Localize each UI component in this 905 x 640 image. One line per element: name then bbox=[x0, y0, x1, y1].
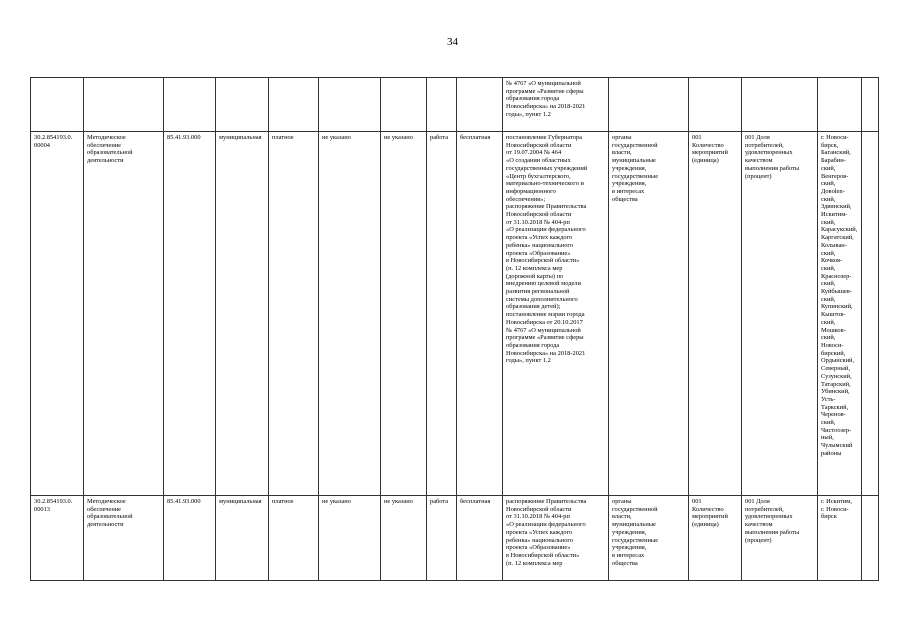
cell-text: 85.41.93.000 bbox=[167, 498, 201, 505]
cell-text: работа bbox=[430, 134, 449, 141]
service-name-cell bbox=[84, 132, 164, 496]
volume-indicator-cell bbox=[689, 132, 742, 496]
cell-text: 001 Количество мероприятий (единица) bbox=[692, 498, 728, 529]
cell-text: платное bbox=[272, 498, 294, 505]
consumers-cell bbox=[609, 78, 689, 132]
registry-number-cell bbox=[31, 132, 84, 496]
cost-type-cell bbox=[457, 78, 503, 132]
table-row bbox=[31, 132, 879, 496]
extra-cell bbox=[862, 132, 879, 496]
cell-text: постановление Губернатора Новосибирской области от 19.07.2004 № 464 «О создании областных государственных учреждений «Центр бухгалтерского, материально-технического и информационного обеспечения»; распоряжение Правительства Новосибирской области от 31.10.2018 № 404-рп «О реализации федерального проекта «Успех каждого ребенка» национального проекта «Образование» в Новосибирской области» (п. 12 комплекса мер (дорожной карты) по внедрению целевой модели развития региональной системы дополнительного образования детей); постановление мэрии города Новосибирска от 20.10.2017 № 4767 «О муниципальной программе «Развитие сферы образования города Новосибирска» на 2018-2021 годы», пункт 1.2 bbox=[506, 134, 588, 365]
cell-text: не указано bbox=[384, 498, 413, 505]
table-row bbox=[31, 78, 879, 132]
cell-text: муниципальная bbox=[219, 498, 262, 505]
quality-indicator-cell bbox=[742, 496, 818, 581]
consumers-cell bbox=[609, 496, 689, 581]
cell-text: 30.2.854193.0. 00013 bbox=[34, 498, 73, 513]
indicator-2-cell bbox=[381, 78, 427, 132]
ownership-cell bbox=[216, 132, 269, 496]
legal-basis-cell bbox=[503, 132, 609, 496]
extra-cell bbox=[862, 78, 879, 132]
quality-indicator-cell bbox=[742, 132, 818, 496]
cell-text: 30.2.854193.0. 00004 bbox=[34, 134, 73, 149]
cell-text: Методическое обеспечение образовательной деятельности bbox=[87, 134, 133, 165]
cell-text: органы государственной власти, муниципальные учреждения, государственные учреждения, в интересах общества bbox=[612, 134, 659, 203]
indicator-2-cell bbox=[381, 496, 427, 581]
table-body bbox=[31, 78, 879, 581]
legal-basis-cell bbox=[503, 78, 609, 132]
volume-indicator-cell bbox=[689, 78, 742, 132]
work-type-cell bbox=[427, 132, 457, 496]
cell-text: работа bbox=[430, 498, 449, 505]
cell-text: г. Новоси- бирск, Баганский, Барабин- ский, Венгеров- ский, Довolen- ский, Здвинский, Искитим- ский, Карасукский, Каргатский, Колыван- ский, Кочков- ский, Краснозер- ский, Куйбышев- ский, Купинский, Кыштов- ский, Мошков- ский, Новоси- бирский, Ордынский, Северный, Сузунский, Татарский, Убинский, Усть- Таркский, Черенов- ский, Чистоозер- ный, Чулымский районы bbox=[821, 134, 858, 457]
registry-number-cell bbox=[31, 78, 84, 132]
table-row bbox=[31, 496, 879, 581]
cell-text: органы государственной власти, муниципальные учреждения, государственные учреждения, в интересах общества bbox=[612, 498, 659, 567]
cell-text: Методическое обеспечение образовательной деятельности bbox=[87, 498, 133, 529]
extra-cell bbox=[862, 496, 879, 581]
cell-text: не указано bbox=[322, 498, 351, 505]
cell-text: бесплатная bbox=[460, 134, 491, 141]
services-table bbox=[30, 77, 879, 581]
payment-type-cell bbox=[269, 78, 319, 132]
cell-text: не указано bbox=[322, 134, 351, 141]
cell-text: платное bbox=[272, 134, 294, 141]
okved-code-cell bbox=[164, 496, 216, 581]
territory-cell bbox=[818, 496, 862, 581]
cost-type-cell bbox=[457, 132, 503, 496]
indicator-1-cell bbox=[319, 78, 381, 132]
territory-cell bbox=[818, 78, 862, 132]
cost-type-cell bbox=[457, 496, 503, 581]
cell-text: 001 Количество мероприятий (единица) bbox=[692, 134, 728, 165]
legal-basis-cell bbox=[503, 496, 609, 581]
cell-text: муниципальная bbox=[219, 134, 262, 141]
cell-text: распоряжение Правительства Новосибирской области от 31.10.2018 № 404-рп «О реализации федерального проекта «Успех каждого ребенка» национального проекта «Образование» в Новосибирской области» (п. 12 комплекса мер bbox=[506, 498, 587, 567]
cell-text: № 4767 «О муниципальной программе «Развитие сферы образования города Новосибирска» на 2018-2021 годы», пункт 1.2 bbox=[506, 80, 586, 118]
cell-text: 85.41.93.000 bbox=[167, 134, 201, 141]
indicator-2-cell bbox=[381, 132, 427, 496]
okved-code-cell bbox=[164, 78, 216, 132]
quality-indicator-cell bbox=[742, 78, 818, 132]
ownership-cell bbox=[216, 496, 269, 581]
cell-text: 001 Доля потребителей, удовлетворенных качеством выполнения работы (процент) bbox=[745, 134, 800, 180]
ownership-cell bbox=[216, 78, 269, 132]
cell-text: 001 Доля потребителей, удовлетворенных качеством выполнения работы (процент) bbox=[745, 498, 800, 544]
territory-cell bbox=[818, 132, 862, 496]
cell-text: бесплатная bbox=[460, 498, 491, 505]
work-type-cell bbox=[427, 496, 457, 581]
consumers-cell bbox=[609, 132, 689, 496]
service-name-cell bbox=[84, 78, 164, 132]
okved-code-cell bbox=[164, 132, 216, 496]
payment-type-cell bbox=[269, 496, 319, 581]
registry-number-cell bbox=[31, 496, 84, 581]
service-name-cell bbox=[84, 496, 164, 581]
page-number: 34 bbox=[447, 36, 458, 48]
cell-text: не указано bbox=[384, 134, 413, 141]
payment-type-cell bbox=[269, 132, 319, 496]
indicator-1-cell bbox=[319, 496, 381, 581]
volume-indicator-cell bbox=[689, 496, 742, 581]
cell-text: г. Искитим, г. Новоси- бирск bbox=[821, 498, 852, 521]
work-type-cell bbox=[427, 78, 457, 132]
indicator-1-cell bbox=[319, 132, 381, 496]
